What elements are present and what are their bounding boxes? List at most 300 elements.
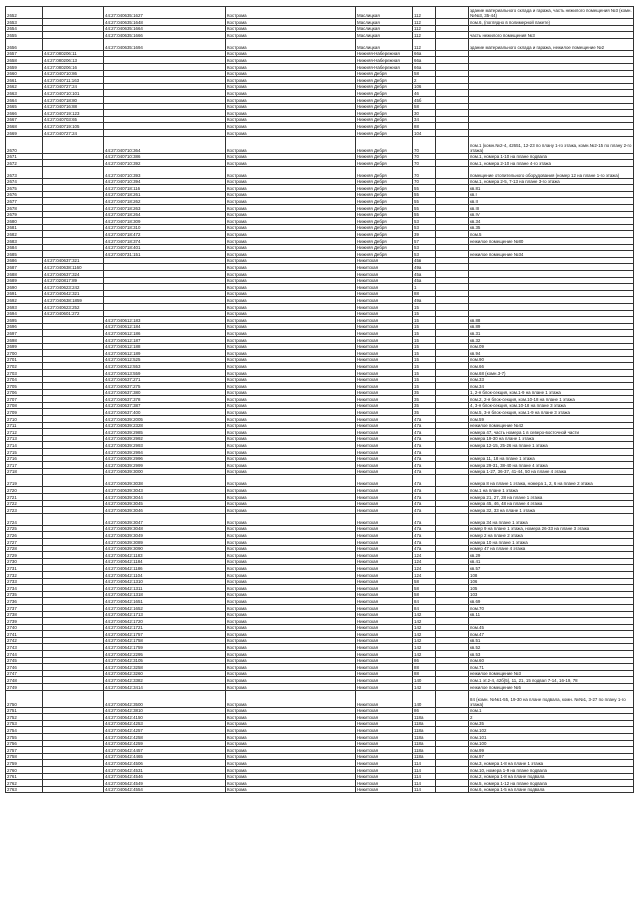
table-row <box>6 507 634 514</box>
house-number-cell: 47а <box>413 435 436 442</box>
table-row <box>6 303 634 310</box>
city-cell: Кострома <box>226 244 356 251</box>
city-cell: Кострома <box>226 435 356 442</box>
object-cadastral-number-cell <box>104 103 226 110</box>
table-row <box>6 224 634 231</box>
street-cell: Никитская <box>356 402 413 409</box>
house-number-cell: 88 <box>413 670 436 677</box>
land-cadastral-number-cell <box>43 684 104 691</box>
land-cadastral-number-cell <box>43 330 104 337</box>
row-number-cell: 2742 <box>6 637 43 644</box>
row-number-cell: 2684 <box>6 244 43 251</box>
house-number-cell: 15 <box>413 343 436 350</box>
land-cadastral-number-cell <box>43 19 104 26</box>
premises-note-cell <box>469 103 634 110</box>
row-number-cell: 2758 <box>6 753 43 760</box>
building-cell <box>436 317 469 324</box>
row-number-cell: 2702 <box>6 363 43 370</box>
premises-note-cell: пом.5, 3-я блок-секция, ком.1-9 на плане 3 этажа <box>469 409 634 416</box>
building-cell <box>436 532 469 539</box>
table-row <box>6 32 634 39</box>
premises-note-cell: номер 2 на плане 2 этажа <box>469 532 634 539</box>
house-number-cell: 70 <box>413 160 436 167</box>
city-cell: Кострома <box>226 25 356 32</box>
object-cadastral-number-cell: 44:27:040637:275 <box>104 383 226 390</box>
city-cell: Кострома <box>226 350 356 357</box>
row-number-cell: 2652 <box>6 7 43 19</box>
land-cadastral-number-cell <box>43 317 104 324</box>
building-cell <box>436 277 469 284</box>
street-cell: Никитская <box>356 422 413 429</box>
city-cell: Кострома <box>226 284 356 291</box>
house-number-cell: 47а <box>413 416 436 423</box>
city-cell: Кострома <box>226 618 356 625</box>
city-cell: Кострома <box>226 103 356 110</box>
row-number-cell: 2657 <box>6 50 43 57</box>
land-cadastral-number-cell <box>43 25 104 32</box>
building-cell <box>436 303 469 310</box>
street-cell: Никитская <box>356 323 413 330</box>
table-row <box>6 720 634 727</box>
land-cadastral-number-cell <box>43 356 104 363</box>
city-cell: Кострома <box>226 205 356 212</box>
building-cell <box>436 538 469 545</box>
land-cadastral-number-cell <box>43 571 104 578</box>
house-number-cell: 114 <box>413 773 436 780</box>
land-cadastral-number-cell <box>43 780 104 787</box>
object-cadastral-number-cell: 44:27:040642:1757 <box>104 631 226 638</box>
land-cadastral-number-cell <box>43 760 104 767</box>
city-cell: Кострома <box>226 513 356 525</box>
house-number-cell: 84 <box>413 598 436 605</box>
object-cadastral-number-cell <box>104 110 226 117</box>
street-cell: Никитская <box>356 538 413 545</box>
building-cell <box>436 545 469 552</box>
city-cell: Кострома <box>226 500 356 507</box>
street-cell: Нижняя Дебря <box>356 77 413 84</box>
premises-note-cell: пом.99 <box>469 747 634 754</box>
premises-note-cell: нежилое помещение №34 <box>469 251 634 258</box>
table-row <box>6 442 634 449</box>
street-cell: Никитская <box>356 545 413 552</box>
row-number-cell: 2653 <box>6 19 43 26</box>
city-cell: Кострома <box>226 604 356 611</box>
object-cadastral-number-cell: 44:27:040710:394 <box>104 178 226 185</box>
table-row <box>6 244 634 251</box>
house-number-cell: 15 <box>413 317 436 324</box>
object-cadastral-number-cell: 44:27:040642:4554 <box>104 786 226 793</box>
land-cadastral-number-cell <box>43 578 104 585</box>
object-cadastral-number-cell: 44:27:040710:364 <box>104 136 226 153</box>
premises-note-cell <box>469 277 634 284</box>
street-cell: Никитская <box>356 532 413 539</box>
house-number-cell: 140 <box>413 690 436 707</box>
row-number-cell: 2737 <box>6 604 43 611</box>
city-cell: Кострома <box>226 677 356 684</box>
table-row <box>6 753 634 760</box>
building-cell <box>436 449 469 456</box>
building-cell <box>436 251 469 258</box>
city-cell: Кострома <box>226 651 356 658</box>
city-cell: Кострома <box>226 369 356 376</box>
land-cadastral-number-cell <box>43 651 104 658</box>
premises-note-cell: пом.1, номера 2-10 на плане 4-го этажа <box>469 160 634 167</box>
premises-note-cell: пом.2, номера 1-8 на плане подвала <box>469 773 634 780</box>
land-cadastral-number-cell <box>43 449 104 456</box>
street-cell: Никитская <box>356 773 413 780</box>
object-cadastral-number-cell: 44:27:040642:4465 <box>104 753 226 760</box>
land-cadastral-number-cell <box>43 383 104 390</box>
city-cell: Кострома <box>226 780 356 787</box>
object-cadastral-number-cell: 44:27:040642:4549 <box>104 780 226 787</box>
city-cell: Кострома <box>226 442 356 449</box>
row-number-cell: 2680 <box>6 218 43 225</box>
land-cadastral-number-cell <box>43 363 104 370</box>
building-cell <box>436 677 469 684</box>
house-number-cell: 114 <box>413 760 436 767</box>
house-number-cell: 58 <box>413 103 436 110</box>
city-cell: Кострома <box>226 494 356 501</box>
city-cell: Кострома <box>226 644 356 651</box>
land-cadastral-number-cell <box>43 637 104 644</box>
building-cell <box>436 780 469 787</box>
city-cell: Кострома <box>226 611 356 618</box>
object-cadastral-number-cell: 44:27:040642:4546 <box>104 773 226 780</box>
table-row <box>6 205 634 212</box>
land-cadastral-number-cell <box>43 205 104 212</box>
row-number-cell: 2761 <box>6 773 43 780</box>
object-cadastral-number-cell: 44:27:040639:3038 <box>104 475 226 487</box>
city-cell: Кострома <box>226 538 356 545</box>
premises-note-cell: пом.70 <box>469 604 634 611</box>
street-cell: Нижняя Дебря <box>356 70 413 77</box>
table-row <box>6 707 634 714</box>
table-row <box>6 136 634 153</box>
building-cell <box>436 631 469 638</box>
building-cell <box>436 297 469 304</box>
object-cadastral-number-cell: 44:27:040637:380 <box>104 389 226 396</box>
table-row <box>6 83 634 90</box>
table-row <box>6 747 634 754</box>
premises-note-cell: нежилое помещение №3 <box>469 670 634 677</box>
row-number-cell: 2662 <box>6 83 43 90</box>
row-number-cell: 2736 <box>6 598 43 605</box>
land-cadastral-number-cell <box>43 409 104 416</box>
row-number-cell: 2703 <box>6 369 43 376</box>
table-row <box>6 773 634 780</box>
premises-note-cell: 84 (комн. №№1-55, 19-30 на плане подвала, комн. №№1, 3-27 по плану 1-го этажа) <box>469 690 634 707</box>
building-cell <box>436 747 469 754</box>
land-cadastral-number-cell <box>43 766 104 773</box>
street-cell: Никитская <box>356 435 413 442</box>
house-number-cell: 84 <box>413 604 436 611</box>
premises-note-cell: пом.1 на плане 1 этажа <box>469 487 634 494</box>
land-cadastral-number-cell: 44:27:040716:88 <box>43 103 104 110</box>
table-row <box>6 317 634 324</box>
premises-note-cell: пом.3, номера 1-8 на плане 1 этажа <box>469 760 634 767</box>
table-row <box>6 110 634 117</box>
premises-note-cell <box>469 50 634 57</box>
row-number-cell: 2660 <box>6 70 43 77</box>
row-number-cell: 2755 <box>6 734 43 741</box>
row-number-cell: 2696 <box>6 323 43 330</box>
street-cell: Нижняя Дебря <box>356 116 413 123</box>
row-number-cell: 2666 <box>6 110 43 117</box>
building-cell <box>436 136 469 153</box>
premises-note-cell: номера 19-30 на плане 1 этажа <box>469 435 634 442</box>
table-row <box>6 618 634 625</box>
premises-note-cell: кв.11 <box>469 611 634 618</box>
premises-note-cell <box>469 77 634 84</box>
table-row <box>6 57 634 64</box>
city-cell: Кострома <box>226 19 356 26</box>
table-row <box>6 185 634 192</box>
city-cell: Кострома <box>226 116 356 123</box>
house-number-cell: 47а <box>413 429 436 436</box>
city-cell: Кострома <box>226 690 356 707</box>
house-number-cell: 39 <box>413 231 436 238</box>
building-cell <box>436 160 469 167</box>
city-cell: Кострома <box>226 153 356 160</box>
premises-note-cell: 108 <box>469 571 634 578</box>
building-cell <box>436 83 469 90</box>
row-number-cell: 2681 <box>6 224 43 231</box>
row-number-cell: 2748 <box>6 677 43 684</box>
house-number-cell: 88 <box>413 290 436 297</box>
object-cadastral-number-cell: 44:27:040710:386 <box>104 153 226 160</box>
object-cadastral-number-cell: 44:27:040642:2295 <box>104 651 226 658</box>
city-cell: Кострома <box>226 525 356 532</box>
land-cadastral-number-cell: 44:27:040638:1160 <box>43 264 104 271</box>
row-number-cell: 2654 <box>6 25 43 32</box>
building-cell <box>436 637 469 644</box>
building-cell <box>436 494 469 501</box>
object-cadastral-number-cell: 44:27:040639:3043 <box>104 487 226 494</box>
land-cadastral-number-cell <box>43 350 104 357</box>
premises-note-cell: пом.10, номера 1-9 на плане подвала <box>469 766 634 773</box>
land-cadastral-number-cell <box>43 211 104 218</box>
row-number-cell: 2749 <box>6 684 43 691</box>
building-cell <box>436 684 469 691</box>
house-number-cell: 49а <box>413 297 436 304</box>
table-row <box>6 153 634 160</box>
city-cell: Кострома <box>226 77 356 84</box>
row-number-cell: 2704 <box>6 376 43 383</box>
house-number-cell: 70 <box>413 153 436 160</box>
city-cell: Кострома <box>226 383 356 390</box>
object-cadastral-number-cell: 44:27:040639:2005 <box>104 416 226 423</box>
building-cell <box>436 110 469 117</box>
land-cadastral-number-cell: 44:27:080206:11 <box>43 50 104 57</box>
table-row <box>6 684 634 691</box>
row-number-cell: 2759 <box>6 760 43 767</box>
street-cell: Никитская <box>356 720 413 727</box>
land-cadastral-number-cell <box>43 416 104 423</box>
land-cadastral-number-cell: 44:27:040719:123 <box>43 110 104 117</box>
table-row <box>6 77 634 84</box>
city-cell: Кострома <box>226 734 356 741</box>
house-number-cell: 86 <box>413 657 436 664</box>
premises-note-cell <box>469 303 634 310</box>
building-cell <box>436 343 469 350</box>
table-row <box>6 740 634 747</box>
building-cell <box>436 336 469 343</box>
building-cell <box>436 707 469 714</box>
house-number-cell: 55 <box>413 198 436 205</box>
row-number-cell: 2674 <box>6 178 43 185</box>
object-cadastral-number-cell: 44:27:040639:3044 <box>104 494 226 501</box>
city-cell: Кострома <box>226 38 356 50</box>
street-cell: Никитская <box>356 618 413 625</box>
land-cadastral-number-cell <box>43 32 104 39</box>
table-row <box>6 363 634 370</box>
table-row <box>6 565 634 572</box>
object-cadastral-number-cell: 44:27:040642:3260 <box>104 670 226 677</box>
row-number-cell: 2747 <box>6 670 43 677</box>
row-number-cell: 2661 <box>6 77 43 84</box>
street-cell: Никитская <box>356 558 413 565</box>
land-cadastral-number-cell <box>43 251 104 258</box>
street-cell: Маслицкая <box>356 32 413 39</box>
object-cadastral-number-cell: 44:27:040642:4257 <box>104 727 226 734</box>
house-number-cell: 47а <box>413 468 436 475</box>
street-cell: Никитская <box>356 310 413 317</box>
house-number-cell: 58 <box>413 591 436 598</box>
land-cadastral-number-cell <box>43 468 104 475</box>
premises-note-cell <box>469 110 634 117</box>
house-number-cell: 57 <box>413 238 436 245</box>
row-number-cell: 2679 <box>6 211 43 218</box>
house-number-cell: 142 <box>413 611 436 618</box>
house-number-cell: 15 <box>413 330 436 337</box>
building-cell <box>436 618 469 625</box>
house-number-cell: 112 <box>413 19 436 26</box>
street-cell: Никитская <box>356 442 413 449</box>
premises-note-cell: кв.69 <box>469 598 634 605</box>
row-number-cell: 2733 <box>6 578 43 585</box>
building-cell <box>436 500 469 507</box>
street-cell: Никитская <box>356 740 413 747</box>
city-cell: Кострома <box>226 136 356 153</box>
house-number-cell: 47а <box>413 475 436 487</box>
object-cadastral-number-cell: 44:27:040612:189 <box>104 350 226 357</box>
registry-table <box>5 6 634 793</box>
table-row <box>6 271 634 278</box>
street-cell: Никитская <box>356 525 413 532</box>
street-cell: Нижняя-Набережная <box>356 50 413 57</box>
house-number-cell: 47а <box>413 545 436 552</box>
premises-note-cell: пом.47 <box>469 631 634 638</box>
street-cell: Никитская <box>356 684 413 691</box>
object-cadastral-number-cell: 44:27:040718:472 <box>104 231 226 238</box>
premises-note-cell: кв.53 <box>469 651 634 658</box>
object-cadastral-number-cell: 44:27:040718:401 <box>104 244 226 251</box>
premises-note-cell <box>469 290 634 297</box>
street-cell: Нижняя Дебря <box>356 178 413 185</box>
land-cadastral-number-cell <box>43 558 104 565</box>
land-cadastral-number-cell <box>43 323 104 330</box>
row-number-cell: 2668 <box>6 123 43 130</box>
city-cell: Кострома <box>226 323 356 330</box>
street-cell: Никитская <box>356 727 413 734</box>
city-cell: Кострома <box>226 257 356 264</box>
street-cell: Никитская <box>356 343 413 350</box>
row-number-cell: 2722 <box>6 500 43 507</box>
building-cell <box>436 271 469 278</box>
building-cell <box>436 389 469 396</box>
table-row <box>6 389 634 396</box>
building-cell <box>436 231 469 238</box>
city-cell: Кострома <box>226 455 356 462</box>
street-cell: Никитская <box>356 416 413 423</box>
table-row <box>6 677 634 684</box>
table-row <box>6 585 634 592</box>
city-cell: Кострома <box>226 297 356 304</box>
table-row <box>6 383 634 390</box>
city-cell: Кострома <box>226 449 356 456</box>
table-row <box>6 96 634 103</box>
object-cadastral-number-cell: 44:27:040642:1759 <box>104 644 226 651</box>
city-cell: Кострома <box>226 585 356 592</box>
object-cadastral-number-cell: 44:27:040642:4258 <box>104 734 226 741</box>
house-number-cell: 70 <box>413 136 436 153</box>
city-cell: Кострома <box>226 416 356 423</box>
object-cadastral-number-cell: 44:27:040718:263 <box>104 205 226 212</box>
city-cell: Кострома <box>226 684 356 691</box>
street-cell: Никитская <box>356 786 413 793</box>
city-cell: Кострома <box>226 558 356 565</box>
table-row <box>6 513 634 525</box>
land-cadastral-number-cell <box>43 664 104 671</box>
premises-note-cell: помещение отопительного оборудования (номер 12 на плане 1-го этажа) <box>469 166 634 178</box>
object-cadastral-number-cell: 44:27:040639:3047 <box>104 513 226 525</box>
object-cadastral-number-cell: 44:27:040635:1648 <box>104 19 226 26</box>
land-cadastral-number-cell <box>43 538 104 545</box>
table-row <box>6 330 634 337</box>
house-number-cell: 15 <box>413 356 436 363</box>
land-cadastral-number-cell <box>43 747 104 754</box>
building-cell <box>436 383 469 390</box>
premises-note-cell: 2 <box>469 714 634 721</box>
object-cadastral-number-cell: 44:27:040635:1664 <box>104 25 226 32</box>
land-cadastral-number-cell <box>43 376 104 383</box>
building-cell <box>436 507 469 514</box>
premises-note-cell: пом.5, номера 1-12 на плане подвала <box>469 780 634 787</box>
street-cell: Нижняя Дебря <box>356 251 413 258</box>
house-number-cell: 15 <box>413 383 436 390</box>
land-cadastral-number-cell <box>43 136 104 153</box>
table-row <box>6 103 634 110</box>
object-cadastral-number-cell: 44:27:040639:2993 <box>104 442 226 449</box>
object-cadastral-number-cell <box>104 77 226 84</box>
premises-note-cell <box>469 284 634 291</box>
building-cell <box>436 356 469 363</box>
land-cadastral-number-cell <box>43 604 104 611</box>
row-number-cell: 2670 <box>6 136 43 153</box>
street-cell: Никитская <box>356 677 413 684</box>
city-cell: Кострома <box>226 166 356 178</box>
premises-note-cell: номера 45, 46, 48 на плане 4 этажа <box>469 500 634 507</box>
land-cadastral-number-cell: 44:27:040719:105 <box>43 123 104 130</box>
house-number-cell: 47а <box>413 455 436 462</box>
table-row <box>6 714 634 721</box>
object-cadastral-number-cell: 44:27:040710:392 <box>104 160 226 167</box>
table-row <box>6 402 634 409</box>
object-cadastral-number-cell: 44:27:040642:1713 <box>104 611 226 618</box>
land-cadastral-number-cell <box>43 611 104 618</box>
table-row <box>6 191 634 198</box>
city-cell: Кострома <box>226 487 356 494</box>
